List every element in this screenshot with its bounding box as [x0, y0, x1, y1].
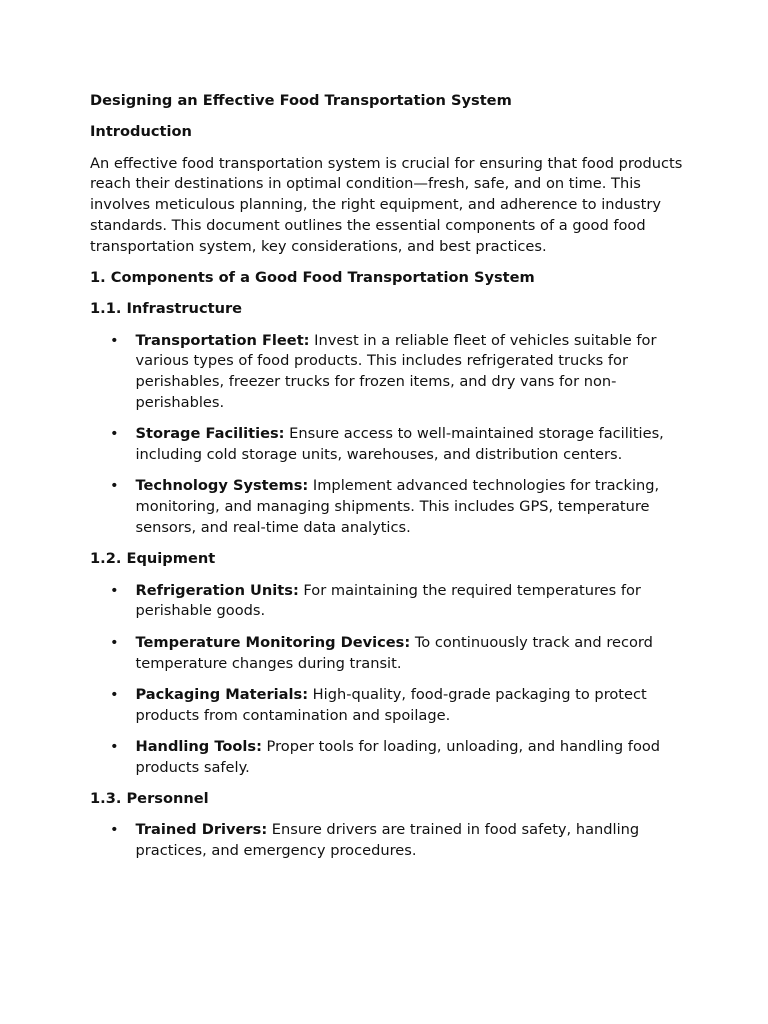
personnel-list	[90, 820, 690, 862]
bullet-icon: •	[110, 581, 119, 599]
list-item-text: Implement advanced technologies for tracking, monitoring, and managing shipments. This includes GPS, temperature sensors, and real-time data analytics.	[135, 477, 660, 537]
list-item	[90, 476, 690, 538]
document-title: Designing an Effective Food Transportation System	[90, 92, 512, 109]
list-item-text: Invest in a reliable fleet of vehicles suitable for various types of food products. This includes refrigerated trucks for perishables, freezer trucks for frozen items, and dry vans for non-perishables.	[135, 331, 657, 412]
list-item	[90, 633, 690, 675]
list-item-text: To continuously track and record temperature changes during transit.	[135, 633, 653, 672]
list-item	[90, 737, 690, 779]
list-item-text: For maintaining the required temperatures for perishable goods.	[135, 581, 641, 620]
list-item-term: Temperature Monitoring Devices:	[135, 633, 411, 651]
bullet-icon: •	[110, 477, 119, 495]
list-item-term: Transportation Fleet:	[135, 331, 310, 349]
list-item	[90, 820, 690, 862]
list-item	[90, 424, 690, 466]
bullet-icon: •	[110, 425, 119, 443]
document-page	[90, 91, 690, 872]
subsection-personnel-heading: 1.3. Personnel	[90, 790, 209, 808]
section-1-heading: 1. Components of a Good Food Transportation System	[90, 269, 535, 287]
list-item-term: Handling Tools:	[135, 737, 262, 755]
bullet-icon: •	[110, 821, 119, 839]
list-item	[90, 685, 690, 727]
subsection-infrastructure-heading: 1.1. Infrastructure	[90, 300, 243, 318]
infrastructure-list	[90, 331, 690, 539]
list-item	[90, 331, 690, 414]
intro-heading: Introduction	[90, 123, 192, 141]
bullet-icon: •	[110, 633, 119, 651]
bullet-icon: •	[110, 685, 119, 703]
intro-paragraph: An effective food transportation system is crucial for ensuring that food products reach their destinations in optimal condition—fresh, safe, and on time. This involves meticulous planning, the right equipment, and adherence to industry standards. This document outlines the essential components of a good food transportation system, key considerations, and best practices.	[90, 154, 683, 255]
list-item-text: Ensure access to well-maintained storage facilities, including cold storage units, warehouses, and distribution centers.	[135, 425, 664, 464]
list-item-term: Refrigeration Units:	[135, 581, 299, 599]
subsection-equipment-heading: 1.2. Equipment	[90, 550, 216, 568]
list-item-text: High-quality, food-grade packaging to protect products from contamination and spoilage.	[135, 685, 647, 724]
list-item-text: Ensure drivers are trained in food safety, handling practices, and emergency procedures.	[135, 821, 640, 860]
list-item-text: Proper tools for loading, unloading, and handling food products safely.	[135, 737, 661, 776]
list-item-term: Trained Drivers:	[135, 821, 268, 839]
equipment-list	[90, 581, 690, 779]
bullet-icon: •	[110, 331, 119, 349]
list-item-term: Technology Systems:	[135, 477, 309, 495]
bullet-icon: •	[110, 737, 119, 755]
list-item	[90, 581, 690, 623]
list-item-term: Packaging Materials:	[135, 685, 309, 703]
list-item-term: Storage Facilities:	[135, 425, 285, 443]
